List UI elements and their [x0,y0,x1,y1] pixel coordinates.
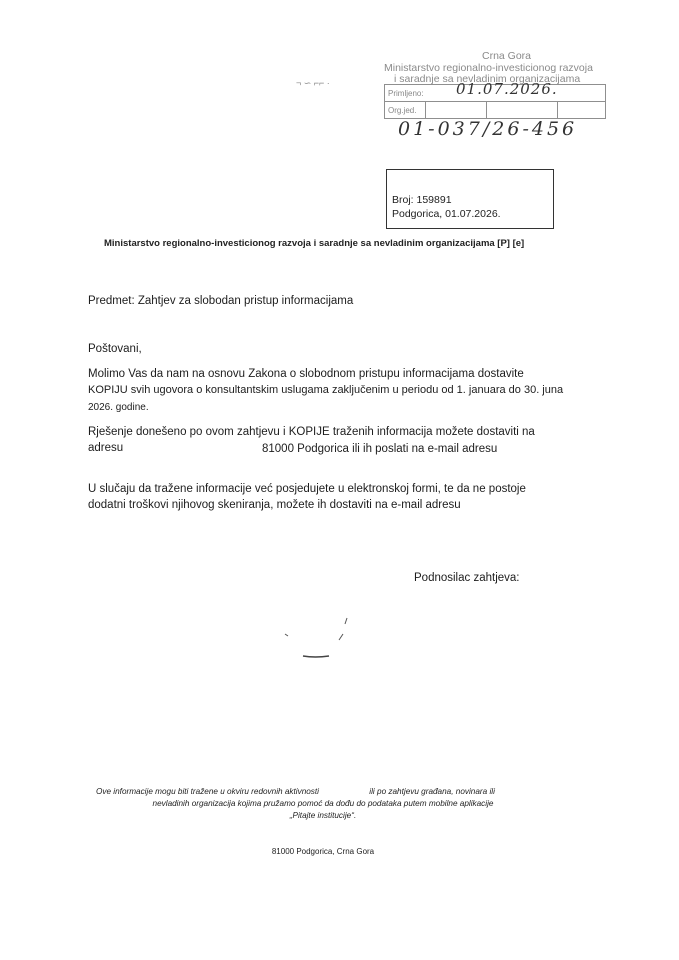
body-para3-line1: U slučaju da tražene informacije već posjedujete u elektronskoj formi, te da ne postoje [88,483,526,495]
stamp-ministry-line1: Ministarstvo regionalno-investicionog razvoja [384,62,593,74]
reference-place-date: Podgorica, 01.07.2026. [392,208,501,220]
reference-number: Broj: 159891 [392,194,452,206]
body-para3-line2: dodatni troškovi njihovog skeniranja, možete ih dostaviti na e-mail adresu [88,499,461,511]
body-para2-line2-end: 81000 Podgorica ili ih poslati na e-mail adresu [262,443,498,455]
footer-line1-end: ili po zahtjevu građana, novinara ili [369,787,495,796]
footer-address: 81000 Podgorica, Crna Gora [271,847,375,856]
footer-line1-start: Ove informacije mogu biti tražene u okviru redovnih aktivnosti [96,787,319,796]
body-para1-line3: 2026. godine. [88,402,149,413]
body-para1-line2 [88,382,563,398]
stamp-cell-3 [487,102,558,119]
greeting: Poštovani, [88,343,142,355]
handwritten-scribble: ¬ ∽ ⌐⌐ · [296,78,330,88]
body-para1-line1: Molimo Vas da nam na osnovu Zakona o slobodnom pristupu informacijama dostavite [88,368,524,380]
stamp-country: Crna Gora [482,50,532,62]
footer-line3: „Pitajte institucije“. [289,811,357,820]
body-para2-line1: Rješenje donešeno po ovom zahtjevu i KOPIJE traženih informacija možete dostaviti na [88,426,535,438]
stamp-org-label: Org.jed. [385,102,426,119]
signature-label: Podnosilac zahtjeva: [414,572,520,584]
footer-line2: nevladinih organizacija kojima pružamo pomoć da dođu do podataka putem mobilne aplikacije [152,799,494,808]
stamp-cell-2 [426,102,487,119]
stamp-registration-number: 01-037/26-456 [398,118,578,140]
stamp-received-label: Primljeno: [388,88,424,98]
signature-scribble [275,610,395,670]
addressee: Ministarstvo regionalno-investicionog razvoja i saradnje sa nevladinim organizacijama [P] [e] [104,238,525,249]
body-para1-line2-text: KOPIJU svih ugovora o konsultantskim uslugama zaključenim u periodu od 1. januara do 30. juna [88,384,564,396]
subject-line: Predmet: Zahtjev za slobodan pristup informacijama [88,295,354,307]
stamp-received-date: 01.07.2026. [456,80,558,98]
footer-line1 [96,786,556,798]
body-para2-line2-start: adresu [88,442,124,454]
stamp-cell-4 [558,102,606,119]
stamp-ministry-line2: i saradnje sa nevladinim organizacijama [394,73,581,85]
reference-box [386,169,554,229]
